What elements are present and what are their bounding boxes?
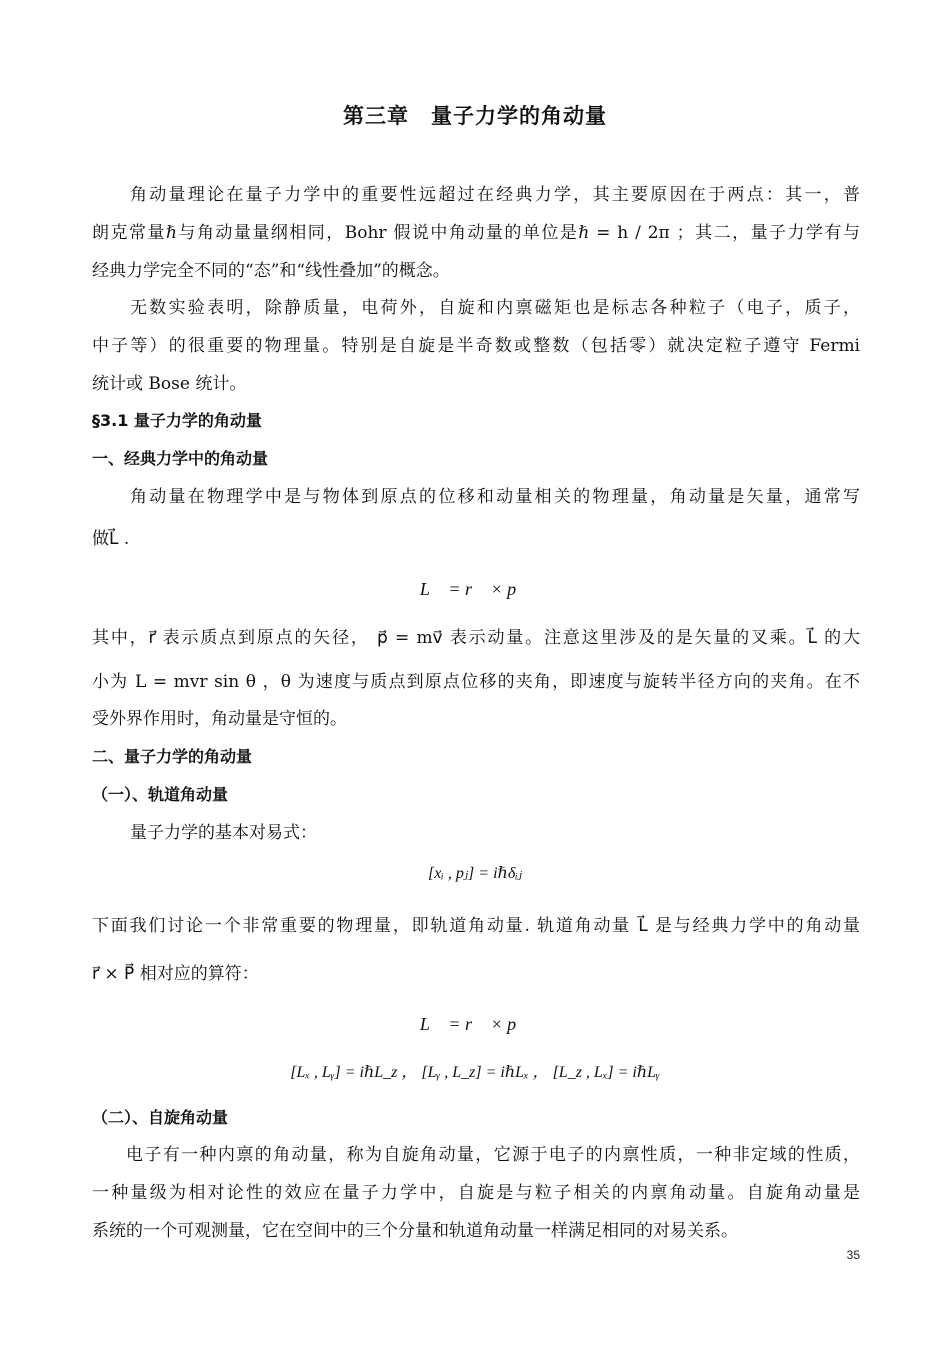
subsubsection-heading: （一）、轨道角动量: [92, 785, 229, 804]
equation-commutation-relations: [Lₓ , Lᵧ] = iℏL_z ， [Lᵧ , L_z] = iℏLₓ ， [L_z , Lₓ] = iℏLᵧ: [290, 1064, 660, 1081]
paragraph-line: 电子有一种内禀的角动量，称为自旋角动量，它源于电子的内禀性质，一种非定域的性质，: [126, 1145, 860, 1165]
subsection-heading: 二、量子力学的角动量: [92, 747, 253, 766]
paragraph-line: 其中，r⃗ 表示质点到原点的矢径， p⃗ = mv⃗ 表示动量。注意这里涉及的是矢量的叉乘。L⃗ 的大: [92, 628, 860, 648]
subsubsection-heading: （二）、自旋角动量: [92, 1108, 229, 1127]
paragraph-line: 系统的一个可观测量，它在空间中的三个分量和轨道角动量一样满足相同的对易关系。: [92, 1221, 738, 1241]
chapter-title: [0, 100, 950, 130]
paragraph-line: r⃗ × P⃗ 相对应的算符：: [92, 964, 259, 984]
paragraph-line: 角动量理论在量子力学中的重要性远超过在经典力学，其主要原因在于两点：其一，普: [130, 185, 860, 205]
paragraph-line: 受外界作用时，角动量是守恒的。: [92, 709, 347, 729]
paragraph-line: 统计或 Bose 统计。: [92, 374, 247, 394]
paragraph-line: 量子力学的基本对易式：: [130, 823, 317, 843]
equation-orbital-operator: L⃗ = r⃗ × p⃗: [419, 1014, 531, 1034]
paragraph-line: 角动量在物理学中是与物体到原点的位移和动量相关的物理量，角动量是矢量，通常写: [130, 487, 860, 507]
paragraph-line: 中子等）的很重要的物理量。特别是自旋是半奇数或整数（包括零）就决定粒子遵守 Fermi: [92, 336, 860, 356]
equation-commutator: [xᵢ , pⱼ] = iℏδᵢⱼ: [427, 865, 523, 882]
subsection-heading: 一、经典力学中的角动量: [92, 449, 269, 468]
paragraph-line: 下面我们讨论一个非常重要的物理量，即轨道角动量. 轨道角动量 L⃗ 是与经典力学中的角动量: [92, 916, 860, 936]
chapter-number: 第三章: [343, 103, 409, 128]
section-heading: §3.1 量子力学的角动量: [92, 411, 262, 430]
paragraph-line: 无数实验表明，除静质量，电荷外，自旋和内禀磁矩也是标志各种粒子（电子，质子，: [130, 298, 860, 318]
chapter-name: 量子力学的角动量: [431, 103, 607, 128]
page-number: 35: [846, 1248, 860, 1262]
paragraph-line: 经典力学完全不同的“态”和“线性叠加”的概念。: [92, 261, 450, 281]
paragraph-line: 朗克常量ℏ与角动量量纲相同，Bohr 假说中角动量的单位是ℏ = h / 2π ；其二，量子力学有与: [92, 223, 860, 243]
equation-angular-momentum: L⃗ = r⃗ × p⃗: [419, 579, 531, 599]
paragraph-line: 小为 L = mvr sin θ ，θ 为速度与质点到原点位移的夹角，即速度与旋转半径方向的夹角。在不: [92, 672, 860, 692]
paragraph-line: 一种量级为相对论性的效应在量子力学中，自旋是与粒子相关的内禀角动量。自旋角动量是: [92, 1183, 860, 1203]
paragraph-line: 做L⃗ .: [92, 529, 130, 549]
